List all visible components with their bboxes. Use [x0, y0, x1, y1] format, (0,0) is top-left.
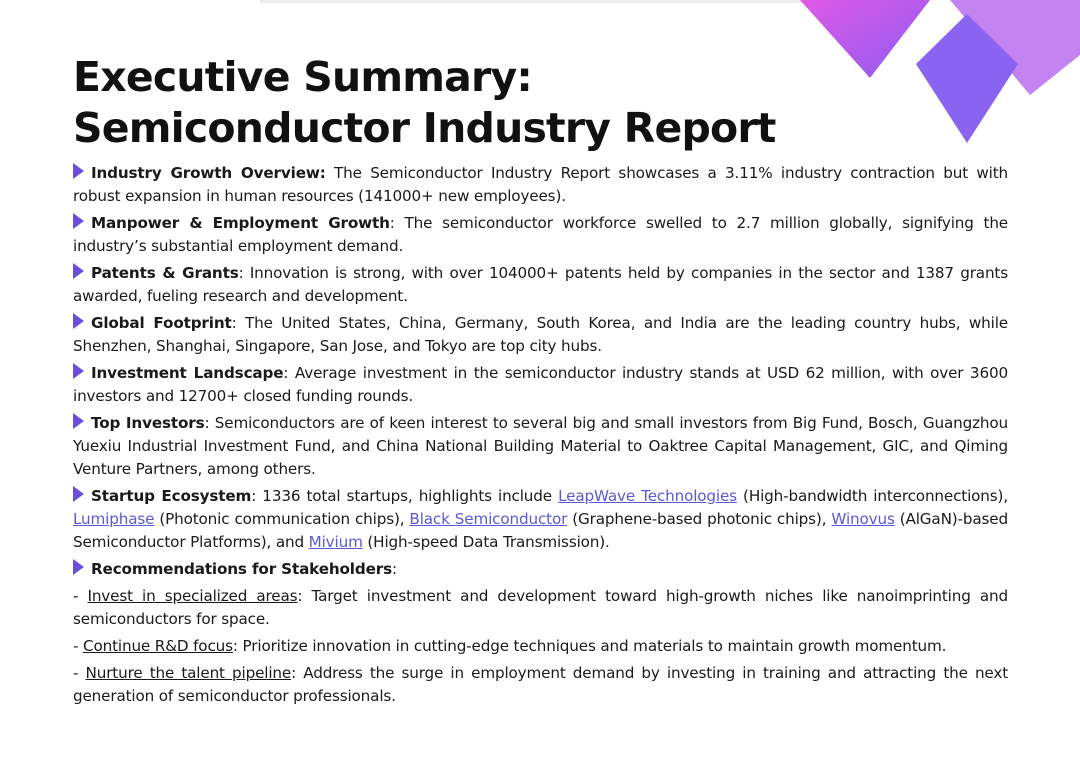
investors-heading: Top Investors	[91, 414, 205, 432]
link-lumiphase[interactable]: Lumiphase	[73, 510, 155, 528]
top-rule	[260, 0, 820, 3]
manpower-item	[73, 212, 1008, 258]
startups-heading: Startup Ecosystem	[91, 487, 252, 505]
decorative-corner-graphic	[780, 0, 1080, 180]
rec-prefix: -	[73, 664, 86, 682]
recommendations-suffix: :	[391, 560, 397, 578]
lumiphase-desc: (Photonic communication chips),	[154, 510, 410, 528]
growth-heading: Industry Growth Overview:	[91, 164, 326, 182]
title-line-1: Executive Summary:	[73, 53, 532, 101]
patents-item	[73, 262, 1008, 308]
pink-ribbon-shape	[800, 0, 930, 78]
triangle-bullet-icon	[73, 363, 84, 379]
triangle-bullet-icon	[73, 263, 84, 279]
link-winovus[interactable]: Winovus	[831, 510, 895, 528]
manpower-heading: Manpower & Employment Growth	[91, 214, 390, 232]
startups-item	[73, 485, 1008, 554]
footprint-text: : The United States, China, Germany, South Korea, and India are the leading country hubs, while Shenzhen, Shanghai, Singapore, San Jose, and Tokyo are top city hubs.	[73, 314, 1008, 355]
investors-text: : Semiconductors are of keen interest to several big and small investors from Big Fund, Bosch, Guangzhou Yuexiu Industrial Investment Fund, and China National Building Material to Oaktree Capital Management, GIC, and Qiming Venture Partners, among others.	[73, 414, 1008, 478]
title-line-2: Semiconductor Industry Report	[73, 104, 776, 152]
investment-item	[73, 362, 1008, 408]
rec-text: : Address the surge in employment demand by investing in training and attracting the next generation of semiconductor professionals.	[73, 664, 1009, 705]
startups-intro: : 1336 total startups, highlights include	[251, 487, 559, 505]
triangle-bullet-icon	[73, 559, 84, 575]
growth-text: The Semiconductor Industry Report showcases a 3.11% industry contraction but with robust expansion in human resources (141000+ new employees).	[73, 164, 1008, 205]
footprint-heading: Global Footprint	[91, 314, 232, 332]
leapwave-desc: (High-bandwidth interconnections),	[736, 487, 1008, 505]
triangle-bullet-icon	[73, 163, 84, 179]
link-leapwave[interactable]: LeapWave Technologies	[558, 487, 737, 505]
page-title	[73, 52, 776, 154]
link-mivium[interactable]: Mivium	[308, 533, 363, 551]
rec-prefix: -	[73, 637, 84, 655]
triangle-bullet-icon	[73, 213, 84, 229]
recommendation-item	[73, 662, 1008, 708]
triangle-bullet-icon	[73, 413, 84, 429]
black-desc: (Graphene-based photonic chips),	[567, 510, 832, 528]
investment-heading: Investment Landscape	[91, 364, 284, 382]
rec-title: Invest in specialized areas	[87, 587, 298, 605]
winovus-desc: (AlGaN)-based Semiconductor Platforms), and	[73, 510, 1008, 551]
footprint-item	[73, 312, 1008, 358]
recommendations-item	[73, 558, 1008, 581]
rec-text: : Prioritize innovation in cutting-edge techniques and materials to maintain growth momentum.	[232, 637, 947, 655]
growth-item	[73, 162, 1008, 208]
recommendation-item	[73, 635, 1008, 658]
rec-title: Continue R&D focus	[83, 637, 233, 655]
mivium-desc: (High-speed Data Transmission).	[362, 533, 610, 551]
investors-item	[73, 412, 1008, 481]
rec-title: Nurture the talent pipeline	[85, 664, 292, 682]
summary-content	[73, 162, 1008, 712]
patents-text: : Innovation is strong, with over 104000+ patents held by companies in the sector and 1387 grants awarded, fueling research and development.	[73, 264, 1008, 305]
triangle-bullet-icon	[73, 313, 84, 329]
rec-prefix: -	[73, 587, 88, 605]
rec-text: : Target investment and development toward high-growth niches like nanoimprinting and semiconductors for space.	[73, 587, 1008, 628]
triangle-bullet-icon	[73, 486, 84, 502]
manpower-text: : The semiconductor workforce swelled to 2.7 million globally, signifying the industry’s substantial employment demand.	[73, 214, 1008, 255]
recommendations-heading: Recommendations for Stakeholders	[91, 560, 392, 578]
recommendation-item	[73, 585, 1008, 631]
patents-heading: Patents & Grants	[91, 264, 239, 282]
investment-text: : Average investment in the semiconductor industry stands at USD 62 million, with over 3600 investors and 12700+ closed funding rounds.	[73, 364, 1008, 405]
link-black-semiconductor[interactable]: Black Semiconductor	[409, 510, 568, 528]
